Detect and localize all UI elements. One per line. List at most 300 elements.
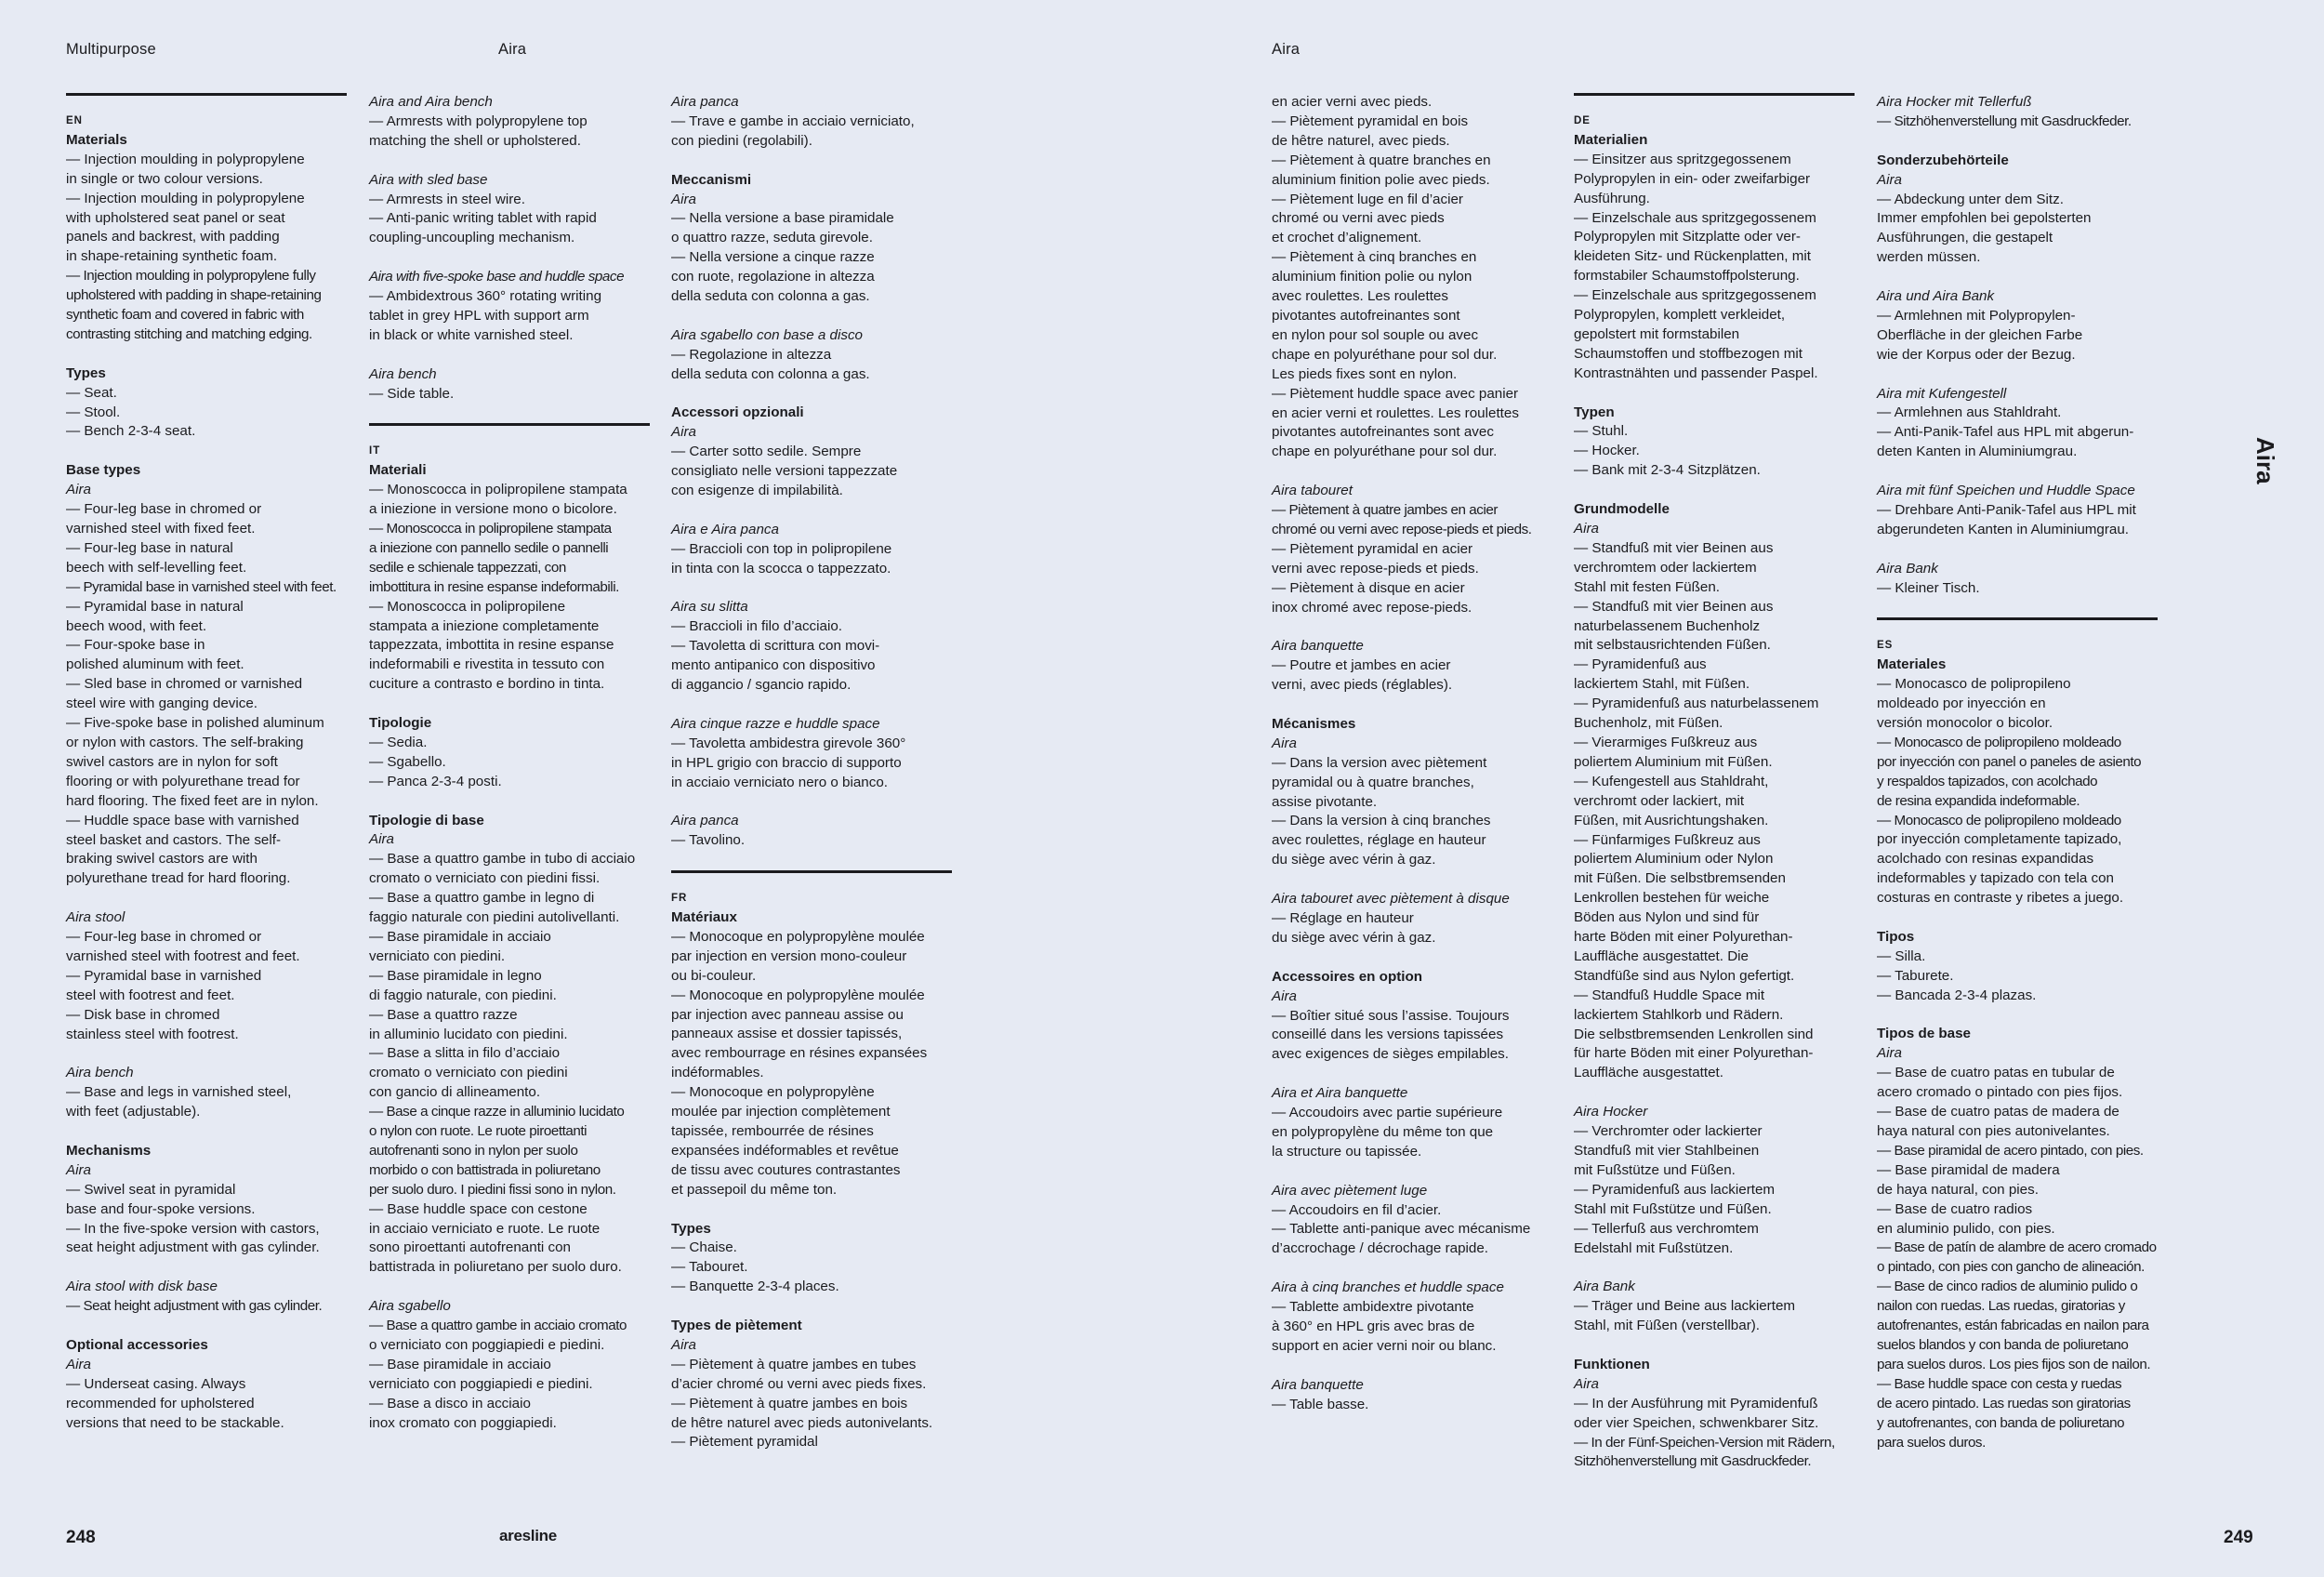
text-line: — Monocasco de polipropileno [1877,676,2071,693]
paragraph-gap [66,345,347,364]
text-line: avec exigences de sièges empilables. [1272,1046,1509,1063]
text-line: inox chromé avec repose-pieds. [1272,599,1472,616]
variant-subheading: Aira [1272,735,1298,751]
text-line: — Boîtier situé sous l’assise. Toujours [1272,1007,1510,1024]
text-line: in single or two colour versions. [66,170,263,187]
text-line: — Piètement à quatre jambes en tubes [671,1356,917,1372]
text-line: gepolstert mit formstabilen [1574,325,1740,342]
text-line: braking swivel castors are with [66,851,257,868]
paragraph-gap [1574,1336,1855,1356]
text-line: poliertem Aluminium oder Nylon [1574,851,1774,868]
text-line: — Huddle space base with varnished [66,812,299,828]
text-line: en acier verni et roulettes. Les roulettes [1272,404,1519,421]
text-line: tappezzata, imbottita in resine espanse [369,637,614,654]
section-divider [1574,93,1855,96]
text-line: et crochet d’alignement. [1272,230,1422,246]
section-heading: Materiales [1877,656,1947,673]
text-line: — Vierarmiges Fußkreuz aus [1574,734,1758,750]
text-line: — Base piramidale in acciaio [369,928,551,945]
text-line: Lenkrollen bestehen für weiche [1574,890,1770,907]
variant-subheading: Aira with five-spoke base and huddle space [369,269,625,285]
paragraph-gap [369,1278,650,1297]
text-line: Stahl mit Fußstütze und Füßen. [1574,1200,1772,1217]
variant-subheading: Aira stool with disk base [66,1279,218,1295]
section-heading: Sonderzubehörteile [1877,152,2009,168]
text-line: — Base a cinque razze in alluminio lucidato [369,1104,625,1120]
text-line: par injection en version mono-couleur [671,948,907,964]
text-line: Immer empfohlen bei gepolsterten [1877,210,2092,227]
text-line: — Kufengestell aus Stahldraht, [1574,773,1769,789]
text-line: para suelos duros. [1877,1434,1986,1451]
text-line: upholstered with padding in shape-retaining [66,287,322,304]
text-line: stainless steel with footrest. [66,1026,239,1042]
left-product-title: Aira [498,41,527,58]
section-heading: Types [671,1220,711,1237]
text-line: — In der Ausführung mit Pyramidenfuß [1574,1395,1818,1411]
text-line: contrasting stitching and matching edging. [66,325,312,342]
text-line: — Banquette 2-3-4 places. [671,1279,839,1295]
text-line: — Bank mit 2-3-4 Sitzplätzen. [1574,462,1761,479]
text-line: — Monocasco de polipropileno moldeado [1877,734,2121,750]
text-line: mit Füßen. Die selbstbremsenden [1574,870,1786,887]
text-line: — Injection moulding in polypropylene [66,190,305,206]
right-product-title: Aira [1272,41,1301,58]
text-line: a iniezione con pannello sedile o pannelli [369,539,609,556]
text-line: — Four-spoke base in [66,637,205,654]
variant-subheading: Aira mit Kufengestell [1877,385,2007,402]
text-line: pivotantes autofreinantes sont avec [1272,424,1494,441]
text-line: — Anti-Panik-Tafel aus HPL mit abgerun- [1877,424,2134,441]
variant-subheading: Aira [66,1161,92,1178]
section-heading: Materialien [1574,131,1648,148]
text-line: — Standfuß mit vier Beinen aus [1574,598,1774,615]
text-line: stampata a iniezione completamente [369,617,600,634]
text-line: — Disk base in chromed [66,1006,220,1023]
text-line: — Drehbare Anti-Panik-Tafel aus HPL mit [1877,501,2136,518]
variant-subheading: Aira avec piètement luge [1272,1182,1428,1199]
text-line: nailon con ruedas. Las ruedas, giratorias y [1877,1298,2125,1315]
text-line: Stahl, mit Füßen (verstellbar). [1574,1318,1761,1334]
text-line: o nylon con ruote. Le ruote piroettanti [369,1123,588,1140]
section-heading: Meccanismi [671,171,752,188]
paragraph-gap [1877,908,2158,928]
paragraph-gap [369,695,650,714]
text-line: — Seat. [66,384,117,401]
text-line: — Base de cuatro patas de madera de [1877,1104,2119,1120]
variant-subheading: Aira sgabello con base a disco [671,326,864,343]
text-line: — Accoudoirs en fil d’acier. [1272,1201,1442,1218]
variant-subheading: Aira stool [66,909,125,926]
text-line: cromato o verniciato con piedini [369,1065,568,1081]
text-line: Polypropylen mit Sitzplatte oder ver- [1574,229,1801,245]
column-it-fr [671,93,952,1452]
text-line: de acero pintado. Las ruedas son giratorias [1877,1395,2131,1411]
text-line: Lauffläche ausgestattet. Die [1574,948,1750,964]
paragraph-gap [1877,132,2158,152]
text-line: or nylon with castors. The self-braking [66,734,304,750]
text-line: tapissée, rembourrée de résines [671,1123,874,1139]
variant-subheading: Aira [369,831,395,848]
variant-subheading: Aira Bank [1877,560,1938,576]
text-line: ou bi-couleur. [671,967,757,984]
text-line: — Poutre et jambes en acier [1272,657,1451,674]
text-line: Lauffläche ausgestattet. [1574,1065,1723,1081]
text-line: varnished steel with fixed feet. [66,521,256,537]
text-line: verni avec repose-pieds et pieds. [1272,560,1479,576]
section-heading: Typen [1574,404,1615,420]
text-line: de hêtre naturel, avec pieds. [1272,132,1450,149]
text-line: — Fünfarmiges Fußkreuz aus [1574,831,1761,848]
text-line: per suolo duro. I piedini fissi sono in nylon. [369,1181,616,1198]
text-line: — Underseat casing. Always [66,1375,246,1392]
text-line: — Kleiner Tisch. [1877,579,1980,596]
variant-subheading: Aira Bank [1574,1279,1635,1295]
text-line: — Piètement huddle space avec panier [1272,385,1519,402]
text-line: — Carter sotto sedile. Sempre [671,444,862,460]
text-line: — Verchromter oder lackierter [1574,1123,1763,1140]
text-line: — Monoscocca in polipropilene stampata [369,482,627,498]
paragraph-gap [1272,696,1532,715]
variant-subheading: Aira et Aira banquette [1272,1085,1408,1102]
text-line: wie der Korpus oder der Bezug. [1877,346,2076,363]
text-line: Ausführung. [1574,190,1650,206]
text-line: chape en polyuréthane pour sol dur. [1272,346,1498,363]
text-line: de hêtre naturel avec pieds autonivelants. [671,1414,933,1431]
variant-subheading: Aira und Aira Bank [1877,288,1995,305]
text-line: panneaux assise et dossier tapissés, [671,1026,903,1042]
paragraph-gap [369,248,650,268]
text-line: — Armrests with polypropylene top [369,113,588,129]
paragraph-gap [1272,1357,1532,1376]
text-line: — Silla. [1877,948,1926,964]
text-line: — Armlehnen mit Polypropylen- [1877,307,2076,324]
text-line: — Armrests in steel wire. [369,191,525,207]
section-title: Multipurpose [66,41,156,58]
paragraph-gap [1574,1083,1855,1103]
text-line: — Side table. [369,385,455,402]
text-line: — Piètement à quatre jambes en bois [671,1395,908,1411]
text-line: o quattro razze, seduta girevole. [671,230,873,246]
text-line: in HPL grigio con braccio di supporto [671,754,902,771]
text-line: harte Böden mit einer Polyurethan- [1574,929,1793,946]
paragraph-gap [1272,617,1532,637]
text-line: versions that need to be stackable. [66,1414,284,1431]
variant-subheading: Aira sgabello [369,1298,451,1315]
paragraph-gap [1272,462,1532,482]
paragraph-gap [369,152,650,171]
text-line: naturbelassenem Buchenholz [1574,617,1761,634]
text-line: — Standfuß mit vier Beinen aus [1574,539,1774,556]
text-line: — Tellerfuß aus verchromtem [1574,1220,1759,1237]
text-line: y respaldos tapizados, con acolchado [1877,773,2098,789]
text-line: acero cromado o pintado con pies fijos. [1877,1084,2123,1101]
text-line: Oberfläche in der gleichen Farbe [1877,326,2083,343]
section-heading: Matériaux [671,909,737,926]
variant-subheading: Aira [1877,1045,1903,1062]
page-number-left: 248 [66,1528,96,1547]
paragraph-gap [1272,1065,1532,1084]
text-line: de resina expandida indeformable. [1877,792,2080,809]
text-line: base and four-spoke versions. [66,1200,256,1217]
variant-subheading: Aira [1877,171,1903,188]
text-line: pyramidal ou à quatre branches, [1272,774,1474,790]
text-line: — Panca 2-3-4 posti. [369,773,502,789]
section-divider [369,423,650,426]
text-line: pivotantes autofreinantes sont [1272,307,1460,324]
paragraph-gap [1877,268,2158,287]
text-line: mit selbstausrichtenden Füßen. [1574,637,1771,654]
text-line: — Sedia. [369,734,428,750]
text-line: — Monocoque en polypropylène moulée [671,928,925,945]
section-divider [671,870,952,873]
text-line: — Base de patín de alambre de acero cromado [1877,1239,2157,1256]
text-line: Ausführungen, die gestapelt [1877,230,2053,246]
text-line: — Sled base in chromed or varnished [66,676,303,693]
text-line: — Four-leg base in chromed or [66,929,262,946]
text-line: Polypropylen, komplett verkleidet, [1574,307,1786,324]
text-line: in tinta con la scocca o tappezzato. [671,560,891,576]
paragraph-gap [1574,384,1855,404]
variant-subheading: Aira [671,1336,697,1353]
variant-subheading: Aira banquette [1272,1376,1364,1393]
text-line: para suelos duros. Los pies fijos son de nailon. [1877,1356,2151,1372]
text-line: — Braccioli in filo d’acciaio. [671,618,843,635]
text-line: with upholstered seat panel or seat [66,209,285,226]
text-line: — Injection moulding in polypropylene fully [66,268,316,285]
text-line: — Four-leg base in chromed or [66,501,262,518]
text-line: avec roulettes. Les roulettes [1272,288,1448,305]
text-line: Edelstahl mit Fußstützen. [1574,1239,1734,1256]
variant-subheading: Aira [1574,521,1600,537]
section-heading: Tipos de base [1877,1026,1972,1042]
text-line: polished aluminum with feet. [66,656,244,673]
text-line: conseillé dans les versions tapissées [1272,1027,1504,1043]
text-line: matching the shell or upholstered. [369,132,581,149]
text-line: sono piroettanti autofrenanti con [369,1239,571,1256]
text-line: coupling-uncoupling mechanism. [369,230,575,246]
text-line: — Base a quattro razze [369,1006,518,1023]
text-line: indéformables. [671,1065,764,1081]
text-line: en acier verni avec pieds. [1272,94,1433,110]
section-heading: Mécanismes [1272,715,1356,732]
text-line: — Base de cinco radios de aluminio pulido o [1877,1279,2138,1295]
text-line: — Pyramidenfuß aus [1574,656,1707,673]
text-line: steel wire with ganging device. [66,696,257,712]
text-line: di aggancio / sgancio rapido. [671,677,852,694]
text-line: — Tavoletta ambidestra girevole 360° [671,735,906,751]
paragraph-gap [671,152,952,171]
text-line: — Pyramidenfuß aus naturbelassenem [1574,696,1819,712]
side-tab-label: Aira [2251,437,2279,484]
text-line: — Einzelschale aus spritzgegossenem [1574,209,1816,226]
text-line: — Base a quattro gambe in tubo di acciaio [369,851,636,868]
paragraph-gap [1272,1162,1532,1182]
section-heading: Tipologie di base [369,812,484,828]
text-line: mit Fußstütze und Füßen. [1574,1161,1736,1178]
text-line: indeformabili e rivestita in tessuto con [369,656,605,673]
text-line: — Table basse. [1272,1396,1369,1412]
text-line: — Pyramidal base in varnished steel with feet. [66,578,337,595]
column-de [1574,93,1855,1472]
text-line: Stahl mit festen Füßen. [1574,578,1721,595]
language-label: IT [369,445,381,457]
text-line: — Hocker. [1574,443,1640,459]
text-line: — Base huddle space con cesta y ruedas [1877,1375,2122,1392]
text-line: polyurethane tread for hard flooring. [66,870,291,887]
column-de-es [1877,93,2158,1452]
text-line: moulée par injection complètement [671,1104,891,1120]
text-line: in black or white varnished steel. [369,326,574,343]
text-line: a iniezione in versione mono o bicolore. [369,501,617,518]
text-line: — Piètement à disque en acier [1272,579,1465,596]
text-line: lackiertem Stahl, mit Füßen. [1574,676,1750,693]
paragraph-gap [1272,1259,1532,1279]
text-line: consigliato nelle versioni tappezzate [671,463,898,480]
text-line: Böden aus Nylon und sind für [1574,909,1760,926]
text-line: deten Kanten in Aluminiumgrau. [1877,444,2078,460]
text-line: — Monocoque en polypropylène moulée [671,987,925,1003]
text-line: haya natural con pies autonivelantes. [1877,1123,2110,1139]
text-line: — Base piramidal de acero pintado, con pies. [1877,1142,2144,1159]
paragraph-gap [671,793,952,813]
text-line: acolchado con resinas expandidas [1877,851,2094,868]
paragraph-gap [1574,1258,1855,1278]
text-line: verchromt oder lackiert, mit [1574,792,1745,809]
text-line: indeformables y tapizado con tela con [1877,870,2114,887]
section-heading: Tipologie [369,715,432,732]
text-line: — Bench 2-3-4 seat. [66,423,196,440]
text-line: steel with footrest and feet. [66,987,235,1003]
text-line: faggio naturale con piedini autolivellanti. [369,909,620,926]
variant-subheading: Aira with sled base [369,171,488,188]
text-line: in acciaio verniciato e ruote. Le ruote [369,1220,601,1237]
text-line: du siège avec vérin à gaz. [1272,852,1436,868]
text-line: — Nella versione a base piramidale [671,210,894,227]
text-line: — Piètement luge en fil d’acier [1272,191,1463,207]
paragraph-gap [369,404,650,423]
paragraph-gap [66,442,347,461]
section-heading: Mechanisms [66,1142,152,1159]
text-line: — Sitzhöhenverstellung mit Gasdruckfeder. [1877,113,2132,129]
language-label: ES [1877,640,1894,652]
text-line: d’accrochage / décrochage rapide. [1272,1240,1489,1257]
variant-subheading: Aira cinque razze e huddle space [671,715,880,732]
variant-subheading: Aira Hocker [1574,1104,1648,1120]
text-line: — Bancada 2-3-4 plazas. [1877,987,2037,1003]
text-line: werden müssen. [1877,249,1981,266]
text-line: expansées indéformables et revêtue [671,1142,899,1159]
paragraph-gap [66,1317,347,1336]
text-line: — Piètement à quatre branches en [1272,152,1491,168]
text-line: con esigenze di impilabilità. [671,483,843,499]
text-line: kleideten Sitz- und Rückenplatten, mit [1574,248,1811,265]
text-line: moldeado por inyección en [1877,696,2046,712]
text-line: — Abdeckung unter dem Sitz. [1877,191,2064,207]
paragraph-gap [671,1200,952,1220]
text-line: imbottitura in resine espanse indeformabili. [369,578,619,595]
text-line: synthetic foam and covered in fabric with [66,307,304,324]
text-line: la structure ou tapissée. [1272,1143,1422,1160]
text-line: y autofrenantes, con banda de poliuretano [1877,1414,2125,1431]
text-line: en nylon pour sol souple ou avec [1272,326,1479,343]
text-line: mento antipanico con dispositivo [671,657,876,674]
text-line: Buchenholz, mit Füßen. [1574,715,1723,732]
text-line: — Base piramidale in legno [369,967,542,984]
text-line: avec rembourrage en résines expansées [671,1045,928,1062]
text-line: por inyección completamente tapizado, [1877,831,2122,848]
text-line: — Tabouret. [671,1259,748,1276]
language-label: FR [671,893,688,905]
text-line: de haya natural, con pies. [1877,1181,2039,1198]
text-line: — Anti-panic writing tablet with rapid [369,210,597,227]
text-line: varnished steel with footrest and feet. [66,948,300,964]
text-line: Die selbstbremsenden Lenkrollen sind [1574,1026,1814,1042]
text-line: — Monocoque en polypropylène [671,1084,875,1101]
text-line: steel basket and castors. The self- [66,831,282,848]
text-line: — Base de cuatro patas en tubular de [1877,1065,2115,1081]
text-line: — Tablette ambidextre pivotante [1272,1299,1474,1316]
variant-subheading: Aira banquette [1272,638,1364,655]
text-line: — Piètement pyramidal en acier [1272,540,1473,557]
text-line: — Seat height adjustment with gas cylinder. [66,1298,323,1315]
text-line: oder vier Speichen, schwenkbarer Sitz. [1574,1414,1819,1431]
text-line: — Träger und Beine aus lackiertem [1574,1298,1796,1315]
paragraph-gap [369,346,650,365]
text-line: — Trave e gambe in acciaio verniciato, [671,113,915,129]
section-divider [66,93,347,96]
section-heading: Types [66,364,106,381]
text-line: battistrada in poliuretano per suolo duro. [369,1259,622,1276]
text-line: — Base a quattro gambe in acciaio cromato [369,1318,627,1334]
page-number-right: 249 [2224,1528,2253,1547]
text-line: — Chaise. [671,1239,737,1256]
text-line: in shape-retaining synthetic foam. [66,248,278,265]
variant-subheading: Aira à cinq branches et huddle space [1272,1279,1504,1296]
text-line: — Base huddle space con cestone [369,1200,588,1217]
variant-subheading: Aira e Aira panca [671,521,779,537]
text-line: — Injection moulding in polypropylene [66,151,305,167]
text-line: chape en polyuréthane pour sol dur. [1272,444,1498,460]
text-line: — Base piramidale in acciaio [369,1356,551,1372]
paragraph-gap [1574,481,1855,500]
variant-subheading: Aira panca [671,813,739,829]
text-line: — Stool. [66,404,121,420]
text-line: Standfüße sind aus Nylon gefertigt. [1574,967,1795,984]
text-line: hard flooring. The fixed feet are in nylon. [66,792,319,809]
text-line: della seduta con colonna a gas. [671,365,870,382]
text-line: assise pivotante. [1272,793,1378,810]
variant-subheading: Aira mit fünf Speichen und Huddle Space [1877,483,2135,499]
text-line: in acciaio verniciato nero o bianco. [671,774,889,790]
text-line: verniciato con piedini. [369,948,506,964]
variant-subheading: Aira [671,424,697,441]
text-line: chromé ou verni avec repose-pieds et pieds. [1272,521,1532,537]
text-line: — Monoscocca in polipropilene [369,598,566,615]
text-line: Schaumstoffen und stoffbezogen mit [1574,345,1802,362]
text-line: verni, avec pieds (réglables). [1272,677,1453,694]
text-line: d’acier chromé ou verni avec pieds fixes. [671,1375,927,1392]
text-line: — Tavoletta di scrittura con movi- [671,638,880,655]
section-divider [1877,617,2158,620]
text-line: — In der Fünf-Speichen-Version mit Rädern, [1574,1434,1835,1451]
paragraph-gap [1877,598,2158,617]
text-line: en aluminio pulido, con pies. [1877,1220,2055,1237]
text-line: — Regolazione in altezza [671,346,832,363]
text-line: Sitzhöhenverstellung mit Gasdruckfeder. [1574,1453,1812,1470]
text-line: tablet in grey HPL with support arm [369,307,589,324]
text-line: inox cromato con poggiapiedi. [369,1414,557,1431]
text-line: — Base de cuatro radios [1877,1200,2033,1217]
